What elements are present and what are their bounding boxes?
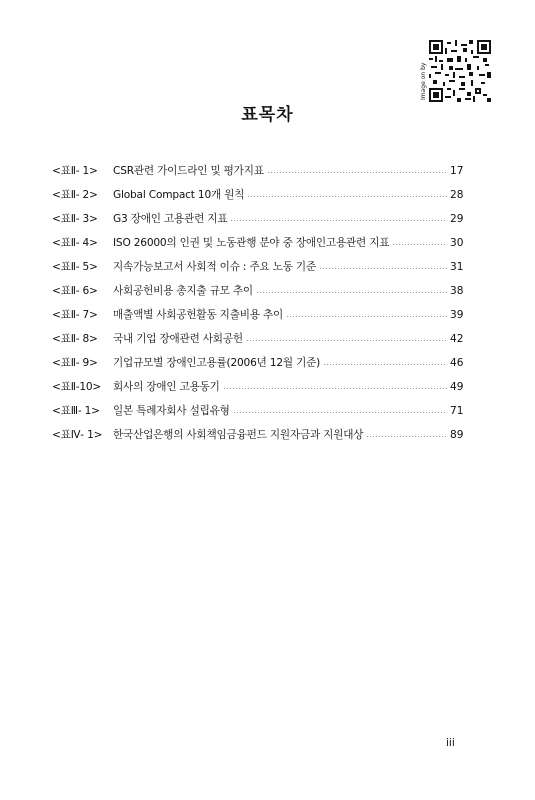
toc-entry-title: 매출액별 사회공헌활동 지출비용 추이 xyxy=(113,309,284,321)
toc-entry-page: 28 xyxy=(450,189,464,201)
toc-entry-label: <표Ⅱ- 2> xyxy=(52,189,98,201)
toc-entry-page: 46 xyxy=(450,357,464,369)
dot-leader xyxy=(230,220,447,221)
toc-entry-page: 42 xyxy=(450,333,464,345)
toc-entry-title: 회사의 장애인 고용동기 xyxy=(113,381,220,393)
toc-entry-label: <표Ⅱ- 7> xyxy=(52,309,98,321)
toc-entry-page: 30 xyxy=(450,237,464,249)
dot-leader xyxy=(267,172,447,173)
toc-entry[interactable] xyxy=(52,279,462,303)
toc-entry-page: 39 xyxy=(450,309,464,321)
toc-entry-label: <표Ⅱ- 1> xyxy=(52,165,98,177)
dot-leader xyxy=(392,244,447,245)
toc-entry-label: <표Ⅲ- 1> xyxy=(52,405,100,417)
toc-entry-title: ISO 26000의 인권 및 노동관행 분야 중 장애인고용관련 지표 xyxy=(113,237,390,249)
dot-leader xyxy=(366,436,447,437)
toc-entry-page: 89 xyxy=(450,429,464,441)
toc-entry-label: <표Ⅱ-10> xyxy=(52,381,102,393)
toc-entry-title: CSR관련 가이드라인 및 평가지표 xyxy=(113,165,264,177)
toc-entry[interactable] xyxy=(52,207,462,231)
toc-entry[interactable] xyxy=(52,375,462,399)
toc-entry-title: 기업규모별 장애인고용률(2006년 12월 기준) xyxy=(113,357,321,369)
qr-code-image xyxy=(429,40,491,102)
toc-entry-page: 31 xyxy=(450,261,464,273)
toc-entry-title: G3 장애인 고용관련 지표 xyxy=(113,213,228,225)
toc-entry-label: <표Ⅱ- 6> xyxy=(52,285,98,297)
toc-entry-label: <표Ⅱ- 3> xyxy=(52,213,98,225)
toc-entry[interactable] xyxy=(52,159,462,183)
page-title: 표목차 xyxy=(241,105,294,125)
toc-entry-page: 29 xyxy=(450,213,464,225)
toc-entry-title: Global Compact 10개 원칙 xyxy=(113,189,245,201)
toc-entry[interactable] xyxy=(52,399,462,423)
dot-leader xyxy=(286,316,447,317)
toc-entry[interactable] xyxy=(52,303,462,327)
dot-leader xyxy=(256,292,447,293)
toc-entry-page: 17 xyxy=(450,165,464,177)
toc-entry-label: <표Ⅱ- 4> xyxy=(52,237,98,249)
dot-leader xyxy=(223,388,447,389)
toc-entry-page: 49 xyxy=(450,381,464,393)
dot-leader xyxy=(233,412,447,413)
toc-entry[interactable] xyxy=(52,255,462,279)
toc-entry-title: 지속가능보고서 사회적 이슈 : 주요 노동 기준 xyxy=(113,261,316,273)
toc-entry-label: <표Ⅱ- 5> xyxy=(52,261,98,273)
toc-entry[interactable] xyxy=(52,327,462,351)
page-number: iii xyxy=(446,737,455,749)
toc-entry[interactable] xyxy=(52,231,462,255)
qr-side-text: Image on by xyxy=(420,62,427,100)
toc-entry-label: <표Ⅱ- 8> xyxy=(52,333,98,345)
toc-entry[interactable] xyxy=(52,351,462,375)
toc-entry-title: 한국산업은행의 사회책임금융펀드 지원자금과 지원대상 xyxy=(113,429,364,441)
table-of-contents xyxy=(52,159,462,447)
dot-leader xyxy=(323,364,447,365)
toc-entry-title: 국내 기업 장애관련 사회공헌 xyxy=(113,333,243,345)
dot-leader xyxy=(319,268,447,269)
dot-leader xyxy=(247,196,447,197)
toc-entry-title: 사회공헌비용 총지출 규모 추이 xyxy=(113,285,253,297)
toc-entry-label: <표Ⅱ- 9> xyxy=(52,357,98,369)
toc-entry-title: 일본 특례자회사 설립유형 xyxy=(113,405,230,417)
dot-leader xyxy=(246,340,447,341)
toc-entry-label: <표Ⅳ- 1> xyxy=(52,429,103,441)
toc-entry-page: 38 xyxy=(450,285,464,297)
toc-entry-page: 71 xyxy=(450,405,464,417)
toc-entry[interactable] xyxy=(52,183,462,207)
toc-entry[interactable] xyxy=(52,423,462,447)
